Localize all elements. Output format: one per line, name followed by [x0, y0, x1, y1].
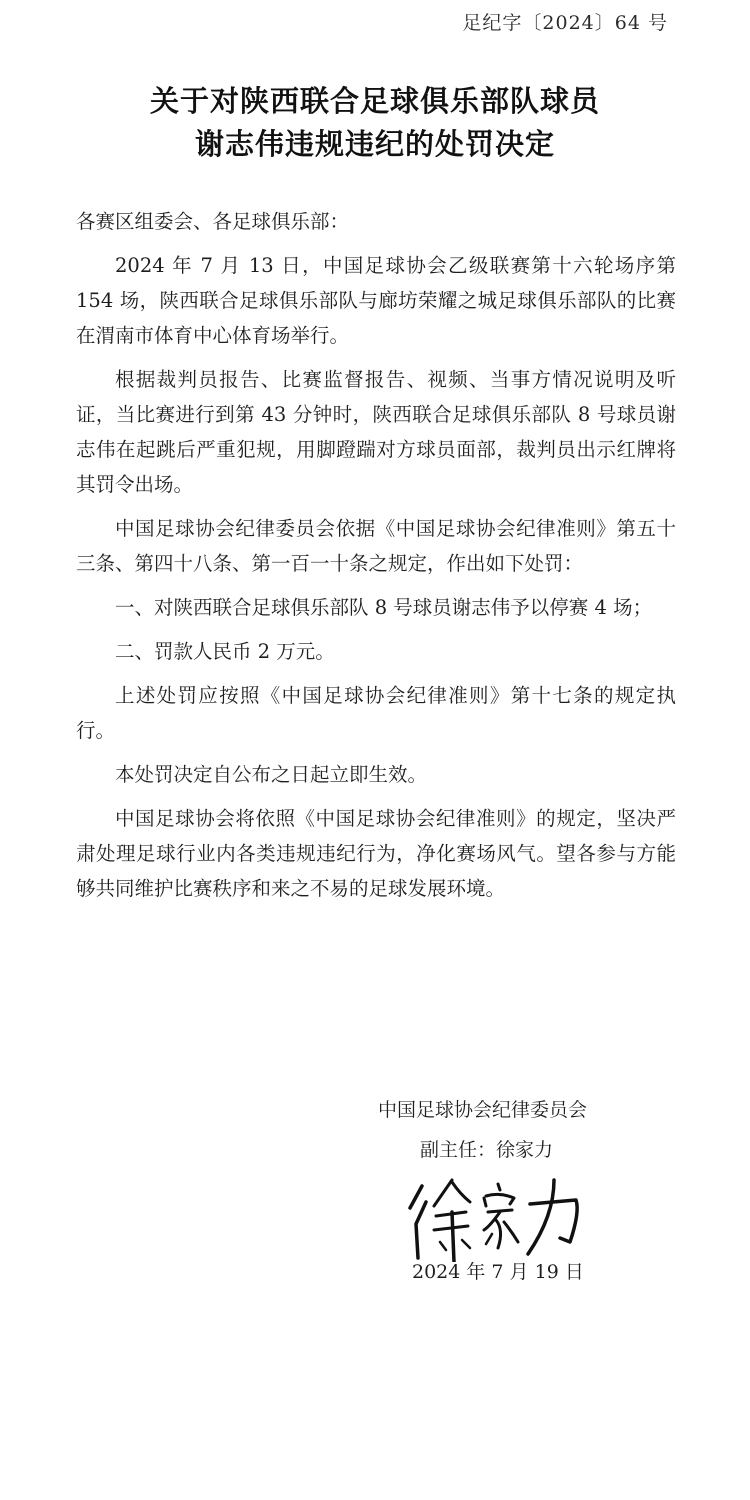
paragraph-penalty-suspension: 一、对陕西联合足球俱乐部队 8 号球员谢志伟予以停赛 4 场； — [115, 596, 653, 619]
paragraph-execution: 上述处罚应按照《中国足球协会纪律准则》第十七条的规定执行。 — [76, 684, 676, 742]
title-line-2: 谢志伟违规违纪的处罚决定 — [194, 127, 555, 161]
paragraph-effective: 本处罚决定自公布之日起立即生效。 — [115, 763, 428, 786]
signing-date: 2024 年 7 月 19 日 — [412, 1261, 584, 1283]
signing-organization: 中国足球协会纪律委员会 — [378, 1099, 588, 1121]
paragraph-incident: 根据裁判员报告、比赛监督报告、视频、当事方情况说明及听证，当比赛进行到第 43 分钟时，陕西联合足球俱乐部队 8 号球员谢志伟在起跳后严重犯规，用脚蹬踹对方球员面部，裁判员出示红牌将其罚令出场。 — [76, 368, 676, 496]
paragraph-closing: 中国足球协会将依照《中国足球协会纪律准则》的规定，坚决严肃处理足球行业内各类违规违纪行为，净化赛场风气。望各参与方能够共同维护比赛秩序和来之不易的足球发展环境。 — [76, 807, 676, 900]
paragraph-penalty-fine: 二、罚款人民币 2 万元。 — [115, 640, 335, 663]
title-line-1: 关于对陕西联合足球俱乐部队球员 — [149, 84, 600, 118]
handwritten-signature — [400, 1172, 590, 1262]
document-number: 足纪字〔2024〕64 号 — [462, 12, 668, 34]
document-body — [76, 204, 676, 915]
paragraph-match-info: 2024 年 7 月 13 日，中国足球协会乙级联赛第十六轮场序第 154 场，陕西联合足球俱乐部队与廊坊荣耀之城足球俱乐部队的比赛在渭南市体育中心体育场举行。 — [76, 254, 676, 347]
signing-role: 副主任：徐家力 — [420, 1139, 554, 1161]
document-title — [0, 80, 750, 166]
paragraph-basis: 中国足球协会纪律委员会依据《中国足球协会纪律准则》第五十三条、第四十八条、第一百一十条之规定，作出如下处罚： — [76, 517, 676, 575]
salutation: 各赛区组委会、各足球俱乐部： — [76, 210, 350, 233]
